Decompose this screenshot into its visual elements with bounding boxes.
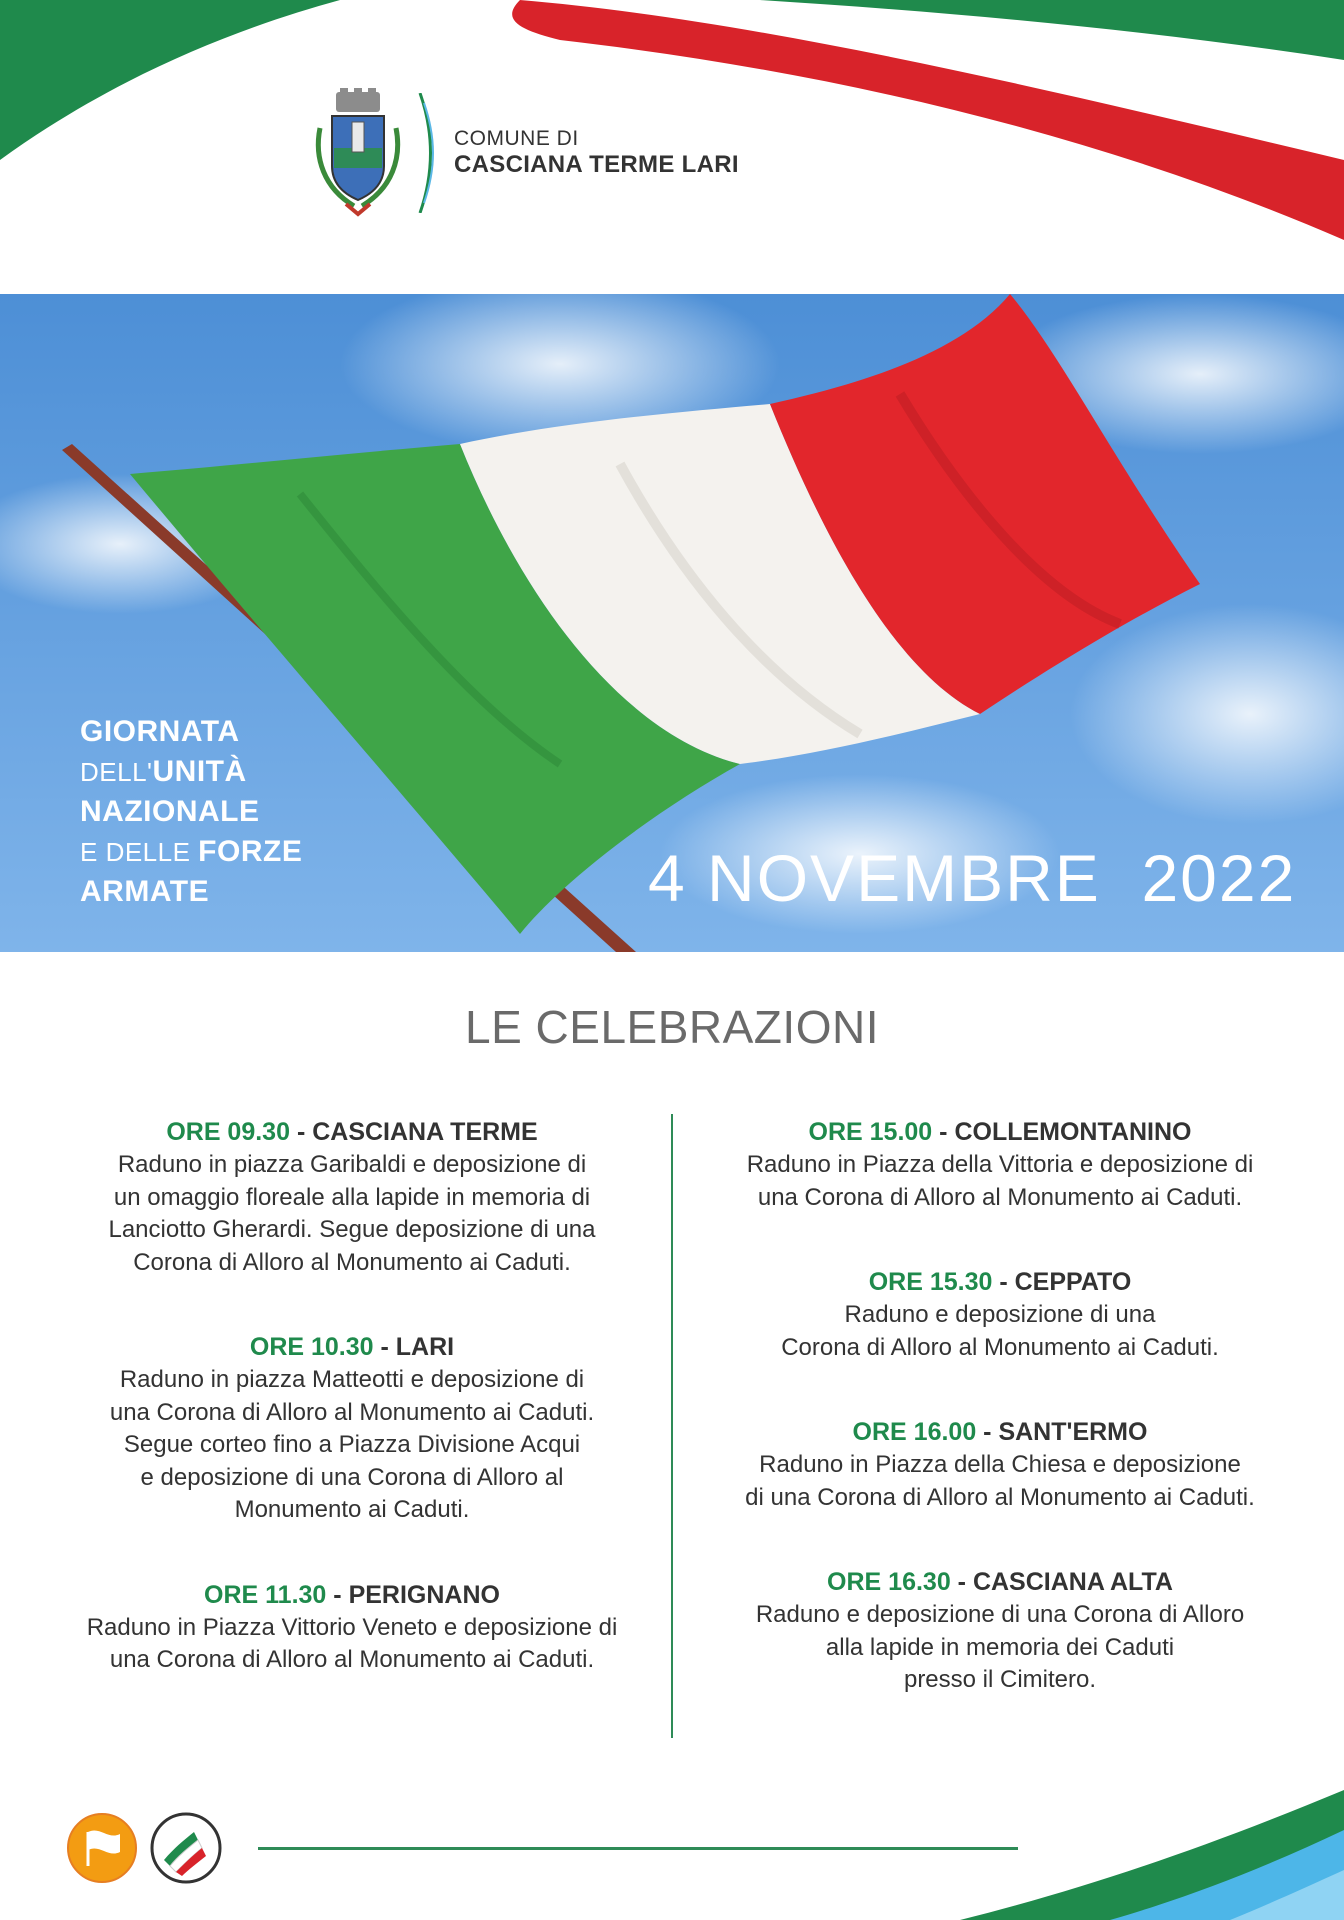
event-item	[42, 1579, 662, 1677]
events-right-column	[690, 1116, 1310, 1749]
section-title: LE CELEBRAZIONI	[465, 1001, 879, 1053]
hero-date: 4 NOVEMBRE 2022	[648, 841, 1297, 915]
hero-title-line1: GIORNATA	[80, 715, 240, 748]
event-item	[690, 1566, 1310, 1697]
event-description: Raduno e deposizione di una Corona di Alloro alla lapide in memoria dei Caduti presso il Cimitero.	[755, 1601, 1245, 1693]
event-description: Raduno e deposizione di una Corona di Alloro al Monumento ai Caduti.	[781, 1301, 1219, 1361]
event-item	[690, 1116, 1310, 1214]
event-place: CASCIANA ALTA	[972, 1568, 1173, 1596]
event-place: LARI	[395, 1333, 455, 1361]
event-place: CASCIANA TERME	[312, 1118, 538, 1146]
footer-logos	[66, 1812, 222, 1884]
hero-title-line2-bold: UNITÀ	[152, 755, 247, 788]
hero-title-line3: NAZIONALE	[80, 795, 260, 828]
event-description: Raduno in Piazza della Chiesa e deposizione di una Corona di Alloro al Monumento ai Caduti.	[745, 1451, 1255, 1511]
event-description: Raduno in Piazza Vittorio Veneto e deposizione di una Corona di Alloro al Monumento ai Caduti.	[86, 1613, 618, 1673]
event-separator: -	[976, 1418, 999, 1446]
event-place: CEPPATO	[1014, 1268, 1132, 1296]
event-time: ORE 10.30	[249, 1333, 374, 1361]
event-place: SANT'ERMO	[998, 1418, 1148, 1446]
hero-title-line4-bold: FORZE	[198, 835, 303, 868]
event-separator: -	[290, 1118, 313, 1146]
event-separator: -	[950, 1568, 973, 1596]
bandiera-arancione-logo-icon	[66, 1812, 138, 1884]
event-description: Raduno in Piazza della Vittoria e deposizione di una Corona di Alloro al Monumento ai Caduti.	[746, 1151, 1254, 1211]
event-description: Raduno in piazza Garibaldi e deposizione di un omaggio floreale alla lapide in memoria di Lanciotto Gherardi. Segue deposizione di una Corona di Alloro al Monumento ai Caduti.	[108, 1151, 596, 1276]
event-description: Raduno in piazza Matteotti e deposizione di una Corona di Alloro al Monumento ai Caduti. Segue corteo fino a Piazza Divisione Acqui e deposizione di una Corona di Alloro al Monumento ai Caduti.	[109, 1366, 595, 1523]
org-prefix: COMUNE DI	[454, 127, 579, 150]
event-separator: -	[373, 1333, 396, 1361]
event-time: ORE 15.00	[808, 1118, 933, 1146]
column-divider	[671, 1114, 673, 1738]
event-time: ORE 09.30	[166, 1118, 290, 1146]
hero-title	[80, 712, 302, 912]
event-place: COLLEMONTANINO	[954, 1118, 1192, 1146]
hero-title-line5: ARMATE	[80, 875, 210, 908]
event-separator: -	[992, 1268, 1015, 1296]
events-left-column	[42, 1116, 662, 1729]
event-separator: -	[326, 1580, 349, 1609]
tricolore-badge-logo-icon	[150, 1812, 222, 1884]
municipal-crest-icon	[310, 88, 406, 218]
event-place: PERIGNANO	[348, 1580, 500, 1609]
event-time: ORE 16.00	[852, 1418, 977, 1446]
event-item	[690, 1266, 1310, 1364]
header-divider-icon	[416, 93, 434, 213]
event-time: ORE 15.30	[868, 1268, 993, 1296]
hero-title-line4-light: E DELLE	[80, 837, 199, 867]
organization-name	[454, 127, 739, 179]
footer-line	[258, 1847, 1018, 1850]
header	[310, 88, 739, 218]
event-item	[42, 1331, 662, 1527]
event-time: ORE 16.30	[827, 1568, 951, 1596]
hero-title-line2-light: DELL'	[80, 757, 153, 787]
event-item	[690, 1416, 1310, 1514]
event-item	[42, 1116, 662, 1279]
event-separator: -	[932, 1118, 955, 1146]
org-title: CASCIANA TERME LARI	[454, 151, 739, 178]
event-time: ORE 11.30	[204, 1580, 327, 1609]
